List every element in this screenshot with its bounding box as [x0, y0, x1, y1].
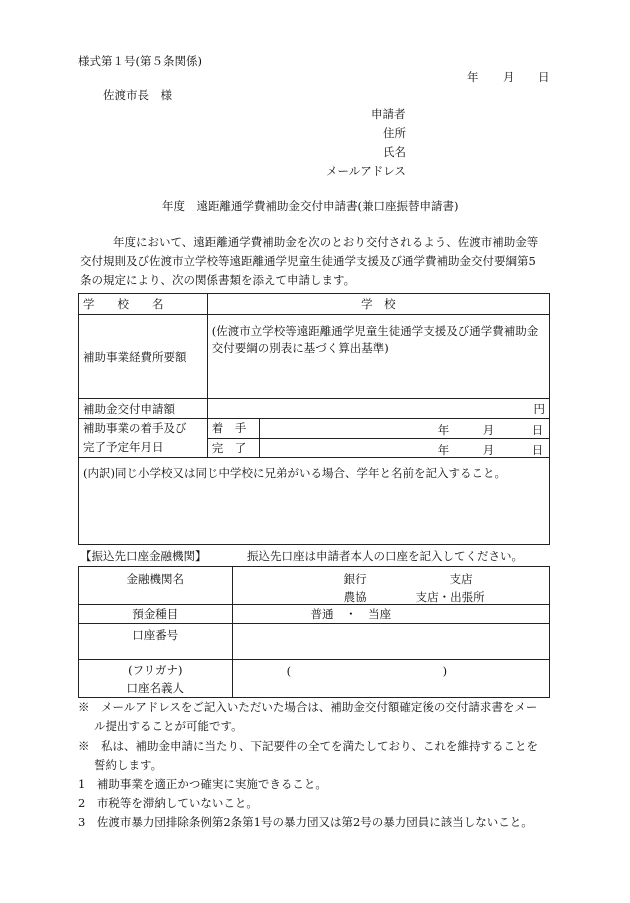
body-line-2: 交付規則及び佐渡市立学校等遠距離通学児童生徒通学支援及び通学費補助金交付要綱第5 [80, 254, 536, 268]
school-name-field[interactable]: 学 校 [207, 294, 549, 315]
account-number-label: 口座番号 [79, 624, 233, 660]
amount-label: 補助金交付申請額 [79, 399, 208, 419]
expense-note-2: 交付要綱の別表に基づく算出基準) [211, 341, 389, 355]
start-month: 月 [482, 423, 495, 437]
bank-heading: 【振込先口座金融機関】 [80, 549, 207, 563]
coop-suffix: 農協 [343, 590, 367, 604]
coop-branch-suffix: 支店・出張所 [415, 590, 485, 604]
requirement-3: 3 佐渡市暴力団排除条例第2条第1号の暴力団又は第2号の暴力団員に該当しないこと。 [78, 815, 533, 829]
expense-label: 補助事業経費所要額 [79, 315, 208, 399]
form-number: 様式第１号(第５条関係) [78, 54, 202, 68]
school-name-label: 学 校 名 [79, 294, 208, 315]
account-type-label: 預金種目 [79, 605, 233, 624]
bank-table [78, 566, 550, 698]
date-year: 年 [467, 70, 479, 84]
note-2-line-b: 誓約します。 [94, 758, 163, 772]
applicant-name-label: 氏名 [383, 145, 406, 159]
note-1-line-b: ル提出することが可能です。 [94, 719, 243, 733]
requirement-1: 1 補助事業を適正かつ確実に実施できること。 [78, 777, 327, 791]
expense-note-1: (佐渡市立学校等遠距離通学児童生徒通学支援及び通学費補助金 [211, 324, 539, 338]
start-day: 日 [531, 423, 544, 437]
addressee: 佐渡市長 様 [103, 88, 172, 102]
end-year: 年 [437, 442, 450, 457]
end-day: 日 [531, 442, 544, 457]
account-type-options[interactable]: 普通 ・ 当座 [232, 605, 549, 624]
furigana-paren-open: ( [286, 664, 292, 678]
institution-label: 金融機関名 [79, 567, 233, 605]
furigana-label: (フリガナ) [128, 662, 183, 677]
end-label: 完 了 [207, 438, 259, 458]
detail-field[interactable] [79, 458, 550, 545]
application-table [78, 293, 550, 545]
start-date-field[interactable] [259, 419, 549, 439]
end-month: 月 [482, 442, 495, 457]
holder-field[interactable] [232, 660, 549, 698]
period-label-1: 補助事業の着手及び [83, 421, 187, 435]
start-year: 年 [437, 423, 450, 437]
body-line-3: 条の規定により、次の関係書類を添えて申請します。 [80, 273, 356, 287]
furigana-paren-close: ) [442, 664, 448, 678]
branch-suffix: 支店 [449, 572, 473, 586]
detail-note: (内訳)同じ小学校又は同じ中学校に兄弟がいる場合、学年と名前を記入すること。 [83, 466, 506, 480]
period-label-2: 完了予定年月日 [83, 440, 164, 454]
holder-label: 口座名義人 [126, 680, 185, 695]
document-title: 年度 遠距離通学費補助金交付申請書(兼口座振替申請書) [162, 199, 459, 213]
applicant-address-label: 住所 [383, 126, 406, 140]
date-day: 日 [538, 70, 550, 84]
amount-unit: 円 [533, 401, 545, 416]
amount-field[interactable] [207, 399, 549, 419]
start-label: 着 手 [207, 419, 259, 439]
account-number-field[interactable] [232, 624, 549, 660]
bank-heading-note: 振込先口座は申請者本人の口座を記入してください。 [247, 549, 523, 563]
date-month: 月 [503, 70, 515, 84]
note-1-line-a: ※ メールアドレスをご記入いただいた場合は、補助金交付額確定後の交付請求書をメー [78, 700, 538, 714]
bank-suffix: 銀行 [343, 572, 367, 586]
end-date-field[interactable] [259, 438, 549, 458]
note-2-line-a: ※ 私は、補助金申請に当たり、下記要件の全てを満たしており、これを維持することを [78, 739, 538, 753]
applicant-email-label: メールアドレス [326, 164, 406, 178]
expense-field[interactable] [207, 315, 549, 399]
institution-field[interactable] [232, 567, 549, 605]
body-line-1: 年度において、遠距離通学費補助金を次のとおり交付されるよう、佐渡市補助金等 [113, 235, 539, 249]
requirement-2: 2 市税等を滞納していないこと。 [78, 796, 258, 810]
applicant-label: 申請者 [371, 107, 406, 121]
